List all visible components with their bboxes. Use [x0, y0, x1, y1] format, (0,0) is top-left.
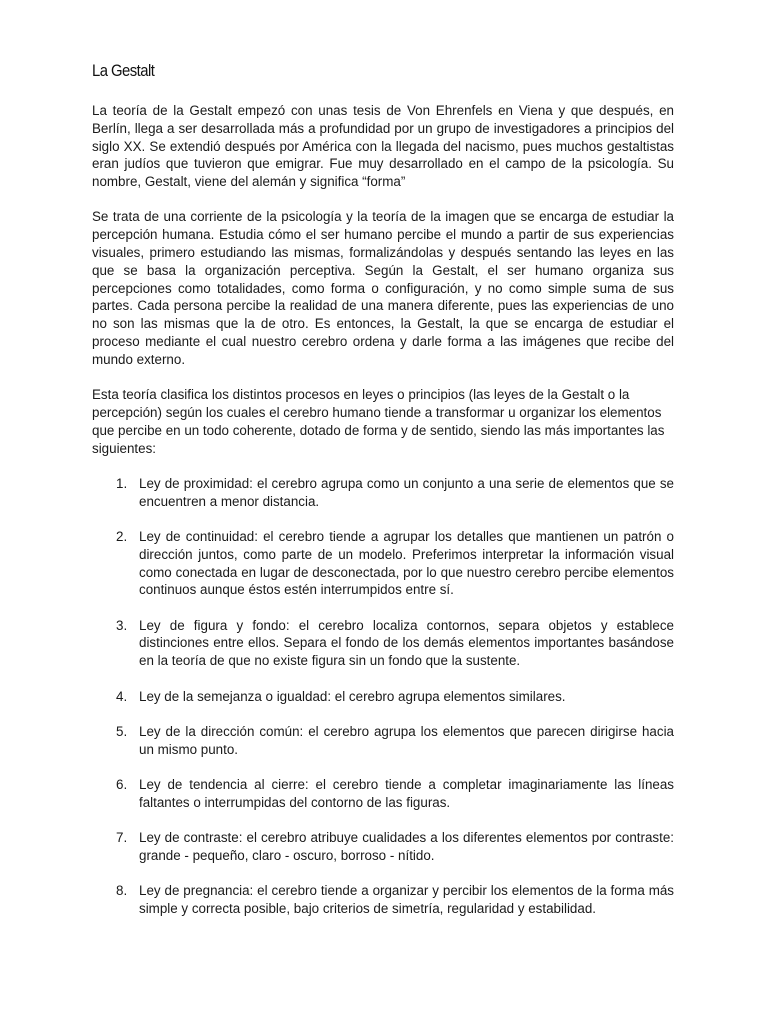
list-item: [92, 723, 674, 759]
list-item-text: Ley de continuidad: el cerebro tiende a agrupar los detalles que mantienen un patrón o dirección juntos, como parte de un modelo. Preferimos interpretar la información visual como conectada en lugar de desconectada, por lo que nuestro cerebro percibe elementos continuos aunque éstos estén interrumpidos entre sí.: [139, 528, 674, 598]
list-item: [92, 829, 674, 865]
list-item-number: 3.: [116, 617, 128, 633]
list-item-text: Ley de la dirección común: el cerebro agrupa los elementos que parecen dirigirse hacia un mismo punto.: [139, 723, 674, 757]
list-item: [92, 475, 674, 511]
list-item-text: Ley de contraste: el cerebro atribuye cualidades a los diferentes elementos por contraste: grande - pequeño, claro - oscuro, borroso - nítido.: [139, 830, 674, 863]
list-item: [92, 688, 674, 706]
list-item: [92, 776, 674, 812]
page-title: La Gestalt: [92, 62, 155, 80]
paragraph-definition: Se trata de una corriente de la psicología y la teoría de la imagen que se encarga de estudiar la percepción humana. Estudia cómo el ser humano percibe el mundo a partir de sus experiencias visuales, primero estudiando las mismas, formalizándolas y después sentando las leyes en las que se basa la organización perceptiva. Según la Gestalt, el ser humano organiza sus percepciones como totalidades, como forma o configuración, y no como simple suma de sus partes. Cada persona percibe la realidad de una manera diferente, pues las experiencias de uno no son las mismas que la de otro. Es entonces, la Gestalt, la que se encarga de estudiar el proceso mediante el cual nuestro cerebro ordena y darle forma a las imágenes que recibe del mundo externo.: [92, 209, 674, 367]
list-item-text: Ley de proximidad: el cerebro agrupa como un conjunto a una serie de elementos que se encuentren a menor distancia.: [139, 475, 674, 509]
paragraph-intro: La teoría de la Gestalt empezó con unas tesis de Von Ehrenfels en Viena y que después, en Berlín, llega a ser desarrollada más a profundidad por un grupo de investigadores a principios del siglo XX. Se extendió después por América con la llegada del nacismo, pues muchos gestaltistas eran judíos que tuvieron que emigrar. Fue muy desarrollado en el campo de la psicología. Su nombre, Gestalt, viene del alemán y significa “forma”: [92, 103, 674, 190]
list-item-number: 5.: [116, 723, 128, 739]
list-item: [92, 882, 674, 918]
list-item-text: Ley de figura y fondo: el cerebro localiza contornos, separa objetos y establece distinciones entre ellos. Separa el fondo de los demás elementos importantes basándose en la teoría de que no existe figura sin un fondo que la sustente.: [139, 617, 674, 669]
list-item-number: 1.: [116, 475, 128, 491]
list-item: [92, 617, 674, 670]
list-item-text: Ley de tendencia al cierre: el cerebro tiende a completar imaginariamente las líneas faltantes o interrumpidas del contorno de las figuras.: [139, 776, 674, 810]
list-item-number: 7.: [116, 830, 128, 845]
laws-list: [92, 475, 674, 918]
list-item-number: 2.: [116, 528, 128, 544]
list-item-text: Ley de pregnancia: el cerebro tiende a organizar y percibir los elementos de la forma más simple y correcta posible, bajo criterios de simetría, regularidad y estabilidad.: [139, 883, 674, 916]
list-item-number: 8.: [116, 883, 128, 899]
list-item-number: 6.: [116, 776, 128, 792]
paragraph-classification: Esta teoría clasifica los distintos procesos en leyes o principios (las leyes de la Gestalt o la percepción) según los cuales el cerebro humano tiende a transformar u organizar los elementos que percibe en un todo coherente, dotado de forma y de sentido, siendo las más importantes las siguientes:: [92, 387, 665, 456]
list-item-number: 4.: [116, 688, 128, 704]
list-item: [92, 528, 674, 599]
document-body: [92, 102, 674, 935]
list-item-text: Ley de la semejanza o igualdad: el cerebro agrupa elementos similares.: [139, 688, 566, 704]
